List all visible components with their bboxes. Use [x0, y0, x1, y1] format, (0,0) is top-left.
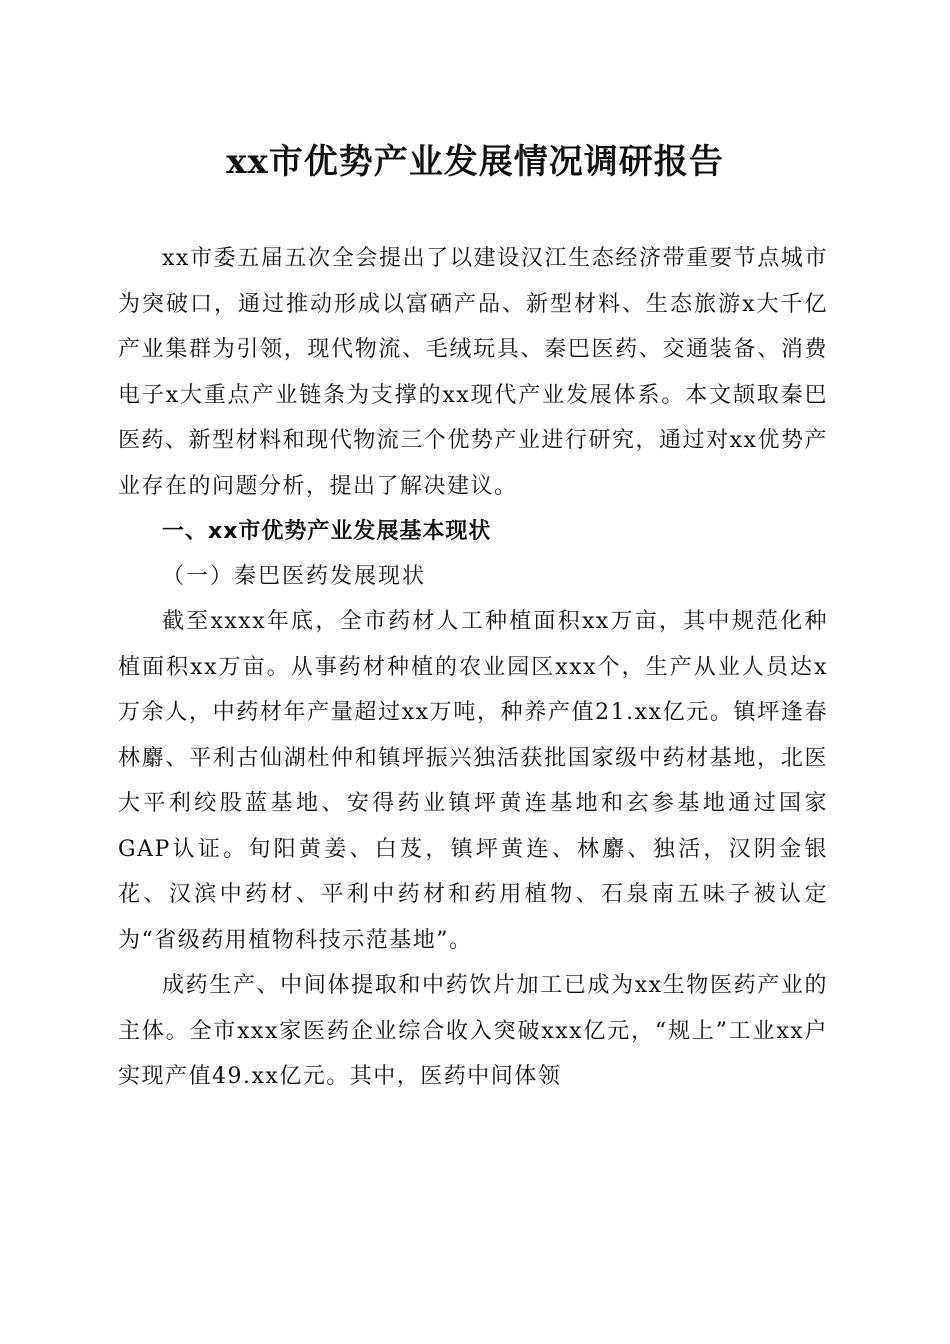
section-heading-1: 一、xx市优势产业发展基本现状 [162, 519, 492, 544]
body-paragraph-1: 截至xxxx年底，全市药材人工种植面积xx万亩，其中规范化种植面积xx万亩。从事药材种植的农业园区xxx个，生产从业人员达x万余人，中药材年产量超过xx万吨，种养产值21.xx亿元。镇坪逢春林麝、平利古仙湖杜仲和镇坪振兴独活获批国家级中药材基地，北医大平利绞股蓝基地、安得药业镇坪黄连基地和玄参基地通过国家GAP认证。旬阳黄姜、白芨，镇坪黄连、林麝、独活，汉阴金银花、汉滨中药材、平利中药材和药用植物、石泉南五味子被认定为“省级药用植物科技示范基地”。 [118, 609, 828, 953]
body-paragraph-2: 成药生产、中间体提取和中药饮片加工已成为xx生物医药产业的主体。全市xxx家医药企业综合收入突破xxx亿元，“规上”工业xx户实现产值49.xx亿元。其中，医药中间体领 [118, 973, 828, 1089]
intro-paragraph: xx市委五届五次全会提出了以建设汉江生态经济带重要节点城市为突破口，通过推动形成以富硒产品、新型材料、生态旅游x大千亿产业集群为引领，现代物流、毛绒玩具、秦巴医药、交通装备、消费电子x大重点产业链条为支撑的xx现代产业发展体系。本文颉取秦巴医药、新型材料和现代物流三个优势产业进行研究，通过对xx优势产业存在的问题分析，提出了解决建议。 [118, 246, 828, 499]
subsection-heading-1: （一）秦巴医药发展现状 [162, 564, 427, 589]
document-body [118, 236, 828, 1100]
document-title: xx市优势产业发展情况调研报告 [226, 142, 724, 182]
